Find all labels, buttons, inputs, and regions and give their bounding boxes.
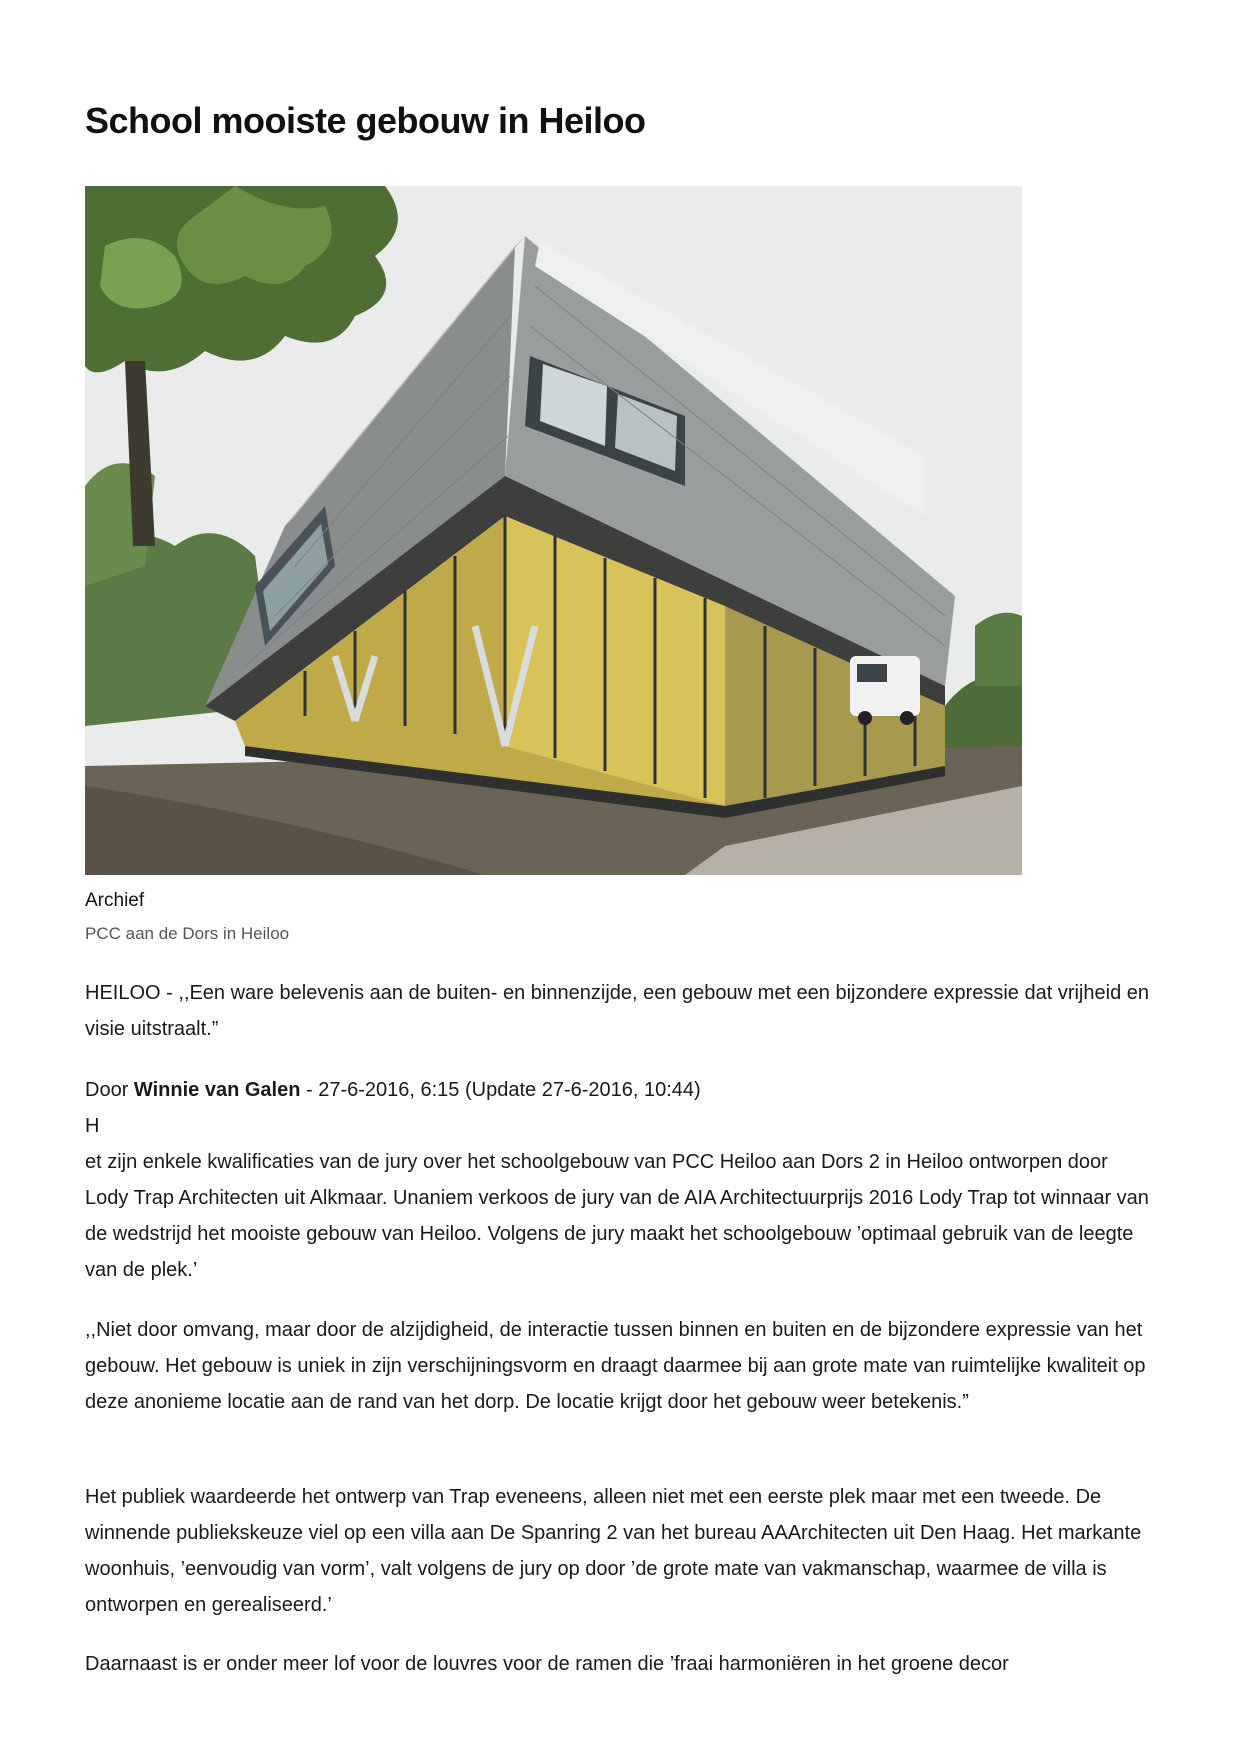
byline-prefix: Door	[85, 1079, 134, 1101]
byline-author: Winnie van Galen	[133, 1079, 301, 1101]
byline-date: - 27-6-2016, 6:15 (Update 27-6-2016, 10:44)	[300, 1079, 701, 1101]
article-paragraph: ,,Niet door omvang, maar door de alzijdigheid, de interactie tussen binnen en buiten en de bijzondere expressie van het gebouw. Het gebouw is uniek in zijn verschijningsvorm en draagt daarmee bij aan grote mate van ruimtelijke kwaliteit op deze anonieme locatie aan de rand van het dorp. De locatie krijgt door het gebouw weer betekenis.”	[85, 1319, 1146, 1413]
drop-letter: H	[85, 1115, 100, 1137]
article-paragraph: Daarnaast is er onder meer lof voor de louvres voor de ramen die ’fraai harmoniëren in het groene decor	[85, 1653, 1009, 1675]
article-paragraph: et zijn enkele kwalificaties van de jury over het schoolgebouw van PCC Heiloo aan Dors 2 in Heiloo ontworpen door Lody Trap Architecten uit Alkmaar. Unaniem verkoos de jury van de AIA Architectuurprijs 2016 Lody Trap tot winnaar van de wedstrijd het mooiste gebouw van Heiloo. Volgens de jury maakt het schoolgebouw ’optimaal gebruik van de leegte van de plek.’	[85, 1151, 1149, 1281]
article-paragraph: Het publiek waardeerde het ontwerp van Trap eveneens, alleen niet met een eerste plek maar met een tweede. De winnende publiekskeuze viel op een villa aan De Spanring 2 van het bureau AAArchitecten uit Den Haag. Het markante woonhuis, ’eenvoudig van vorm’, valt volgens de jury op door ’de grote mate van vakmanschap, waarmee de villa is ontworpen en gerealiseerd.’	[85, 1486, 1142, 1616]
article-byline	[85, 1072, 1155, 1108]
photo-caption-description: PCC aan de Dors in Heiloo	[85, 924, 290, 943]
article-photo	[85, 186, 1022, 875]
article-lead: HEILOO - ,,Een ware belevenis aan de buiten- en binnenzijde, een gebouw met een bijzondere expressie dat vrijheid en visie uitstraalt.”	[85, 982, 1149, 1040]
article-title: School mooiste gebouw in Heiloo	[85, 100, 646, 141]
photo-caption-title: Archief	[85, 890, 145, 911]
